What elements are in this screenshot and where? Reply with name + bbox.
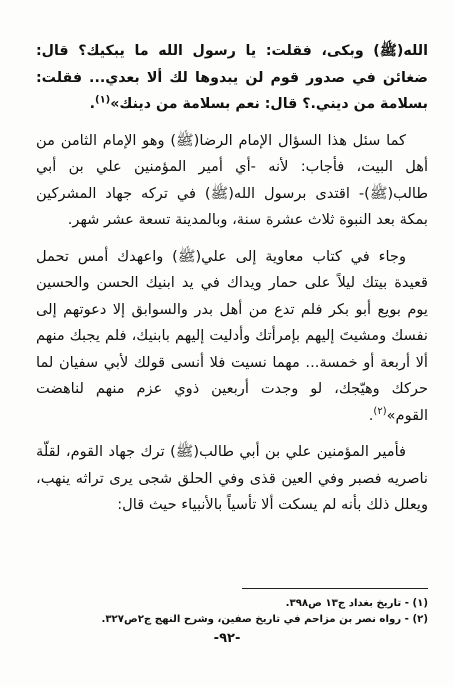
page-body xyxy=(36,38,428,529)
muawiya-letter-text: وجاء في كتاب معاوية إلى علي(ﷺ) واعهدك أمس تحمل قعيدة بيتك ليلاً على حمار ويداك في يد ابنيك الحسن والحسين يوم بويع أبو بكر فلم تدع من أهل بدر والسوابق إلا دعوتهم إلى نفسك ومشيتَ إليهم بإمرأتك وأدليت إليهم بابنيك، فلم يجبك منهم ألا أربعة أو خمسة... مهما نسيت فلا أنسى قولك لأبي سفيان لما حركك وهيّجك، لو وجدت أربعين ذوي عزم منهم لناهضت القوم» xyxy=(36,247,428,424)
page-number: -٩٢- xyxy=(213,631,241,646)
footnote-2: (٢) - رواه نصر بن مزاحم في تاريخ صفين، وشرح النهج ج٢ص٣٢٧. xyxy=(101,614,428,625)
footnote-1: (١) - تاريخ بغداد ج١٣ ص٣٩٨. xyxy=(285,598,428,609)
footnote-marker-1: (١) xyxy=(94,94,111,106)
amir-paragraph xyxy=(36,439,428,519)
hadith-quote-text: الله(ﷺ) وبكى، فقلت: يا رسول الله ما يبكيك؟ قال: ضغائن في صدور قوم لن يبدوها لك ألا بعدي... فقلت: بسلامة من ديني.؟ قال: نعم بسلامة من دينك» xyxy=(36,43,428,112)
footnotes xyxy=(36,596,428,628)
hadith-quote-paragraph: الله(ﷺ) وبكى، فقلت: يا رسول الله ما يبكيك؟ قال: ضغائن في صدور قوم لن يبدوها لك ألا بعدي... فقلت: بسلامة من ديني.؟ قال: نعم بسلامة من دينك»$^{(١)}$. xyxy=(36,43,428,112)
footnote-marker-2: (٢) xyxy=(373,405,387,417)
muawiya-letter-paragraph: وجاء في كتاب معاوية إلى علي(ﷺ) واعهدك أمس تحمل قعيدة بيتك ليلاً على حمار ويداك في يد ابنيك الحسن والحسين يوم بويع أبو بكر فلم تدع من أهل بدر والسوابق إلا دعوتهم إلى نفسك ومشيتَ إليهم بإمرأتك وأدليت إليهم بابنيك، فلم يجبك منهم ألا أربعة أو خمسة... مهما نسيت فلا أنسى قولك لأبي سفيان لما حركك وهيّجك، لو وجدت أربعين ذوي عزم منهم لناهضت القوم»$^{(٢)}$. xyxy=(36,247,428,424)
footnote-separator xyxy=(242,588,428,589)
amir-text: فأمير المؤمنين علي بن أبي طالب(ﷺ) ترك جهاد القوم، لقلّة ناصريه فصبر وفي العين قذى وفي الحلق شجى يرى تراثه ينهب، ويعلل ذلك بأنه لم يسكت ألا تأسياً بالأنبياء حيث قال: xyxy=(36,443,428,513)
imam-reda-text: كما سئل هذا السؤال الإمام الرضا(ﷺ) وهو الإمام الثامن من أهل البيت، فأجاب: لأنه -أي أمير المؤمنين علي بن أبي طالب(ﷺ)- اقتدى برسول الله(ﷺ) في تركه جهاد المشركين بمكة بعد النبوة ثلاث عشرة سنة، وبالمدينة تسعة عشر شهر. xyxy=(36,131,428,228)
imam-reda-paragraph xyxy=(36,128,428,234)
